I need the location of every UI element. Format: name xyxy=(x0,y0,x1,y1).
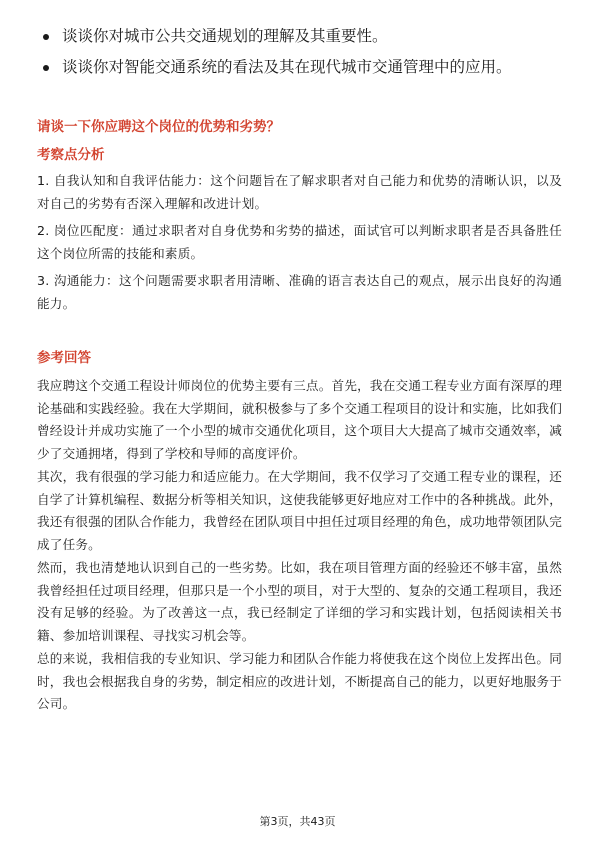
bullet-item xyxy=(37,55,567,80)
analysis-section xyxy=(37,170,562,320)
question-bullet-list xyxy=(37,24,567,86)
bullet-item xyxy=(37,24,567,49)
answer-paragraph: 我应聘这个交通工程设计师岗位的优势主要有三点。首先，我在交通工程专业方面有深厚的理论基础和实践经验。我在大学期间，就积极参与了多个交通工程项目的设计和实施，比如我们曾经设计并成功实施了一个小型的城市交通优化项目，这个项目大大提高了城市交通效率，减少了交通拥堵，得到了学校和导师的高度评价。 xyxy=(37,378,562,461)
bullet-text: 谈谈你对智能交通系统的看法及其在现代城市交通管理中的应用。 xyxy=(62,58,512,76)
bullet-dot-icon xyxy=(43,65,49,71)
analysis-heading: 考察点分析 xyxy=(37,147,105,163)
bullet-dot-icon xyxy=(43,34,49,40)
answer-paragraph: 其次，我有很强的学习能力和适应能力。在大学期间，我不仅学习了交通工程专业的课程，还自学了计算机编程、数据分析等相关知识，这使我能够更好地应对工作中的各种挑战。此外，我还有很强的团队合作能力，我曾经在团队项目中担任过项目经理的角色，成功地带领团队完成了任务。 xyxy=(37,469,562,552)
answer-heading: 参考回答 xyxy=(37,350,91,366)
answer-section xyxy=(37,375,562,717)
bullet-text: 谈谈你对城市公共交通规划的理解及其重要性。 xyxy=(62,27,388,45)
page-number-footer: 第3页，共43页 xyxy=(259,815,336,828)
analysis-item: 2. 岗位匹配度：通过求职者对自身优势和劣势的描述，面试官可以判断求职者是否具备胜任这个岗位所需的技能和素质。 xyxy=(37,223,562,261)
answer-paragraph: 然而，我也清楚地认识到自己的一些劣势。比如，我在项目管理方面的经验还不够丰富，虽然我曾经担任过项目经理，但那只是一个小型的项目，对于大型的、复杂的交通工程项目，我还没有足够的经验。为了改善这一点，我已经制定了详细的学习和实践计划，包括阅读相关书籍、参加培训课程、寻找实习机会等。 xyxy=(37,560,562,643)
answer-paragraph: 总的来说，我相信我的专业知识、学习能力和团队合作能力将使我在这个岗位上发挥出色。同时，我也会根据我自身的劣势，制定相应的改进计划，不断提高自己的能力，以更好地服务于公司。 xyxy=(37,651,562,711)
analysis-item: 3. 沟通能力：这个问题需要求职者用清晰、准确的语言表达自己的观点，展示出良好的沟通能力。 xyxy=(37,273,562,311)
analysis-item: 1. 自我认知和自我评估能力：这个问题旨在了解求职者对自己能力和优势的清晰认识，以及对自己的劣势有否深入理解和改进计划。 xyxy=(37,173,562,211)
question-heading: 请谈一下你应聘这个岗位的优势和劣势？ xyxy=(37,119,280,135)
